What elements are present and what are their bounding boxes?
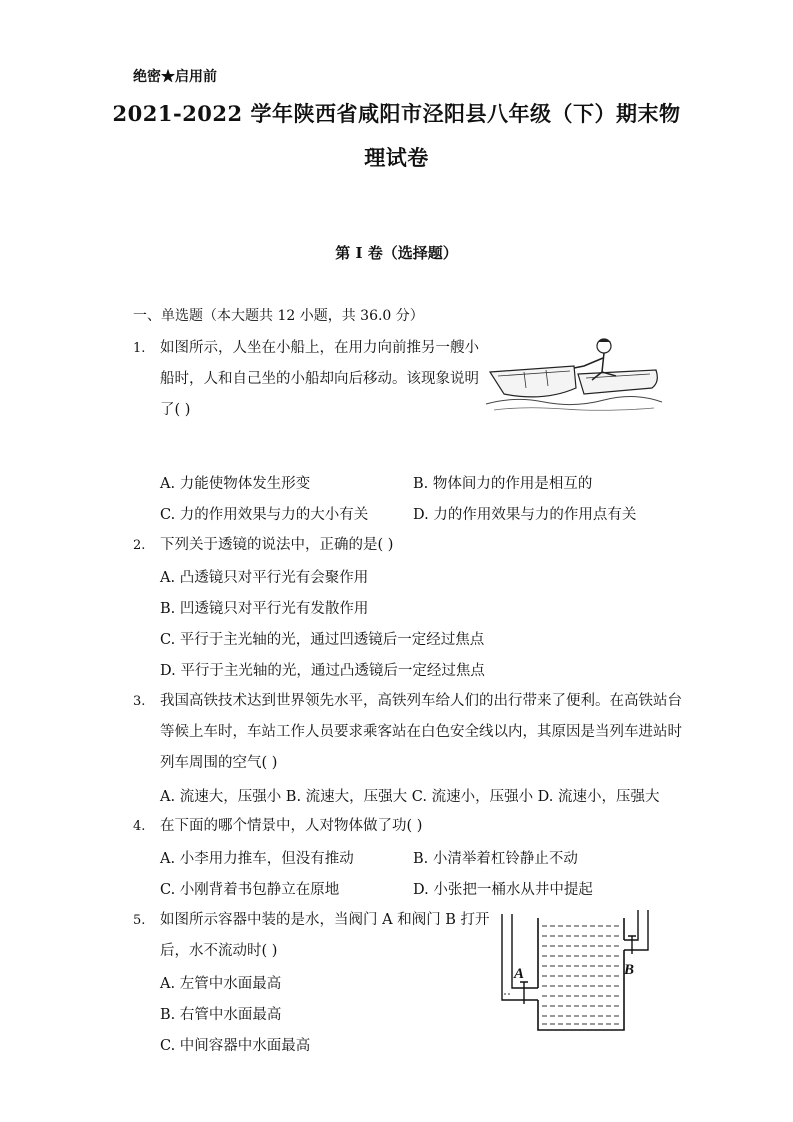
- question-4-option-c: C. 小刚背着书包静立在原地: [160, 882, 340, 898]
- question-1-option-c: C. 力的作用效果与力的大小有关: [160, 507, 369, 523]
- question-1-line3: 了( ): [160, 402, 191, 418]
- question-5-option-a: A. 左管中水面最高: [160, 976, 282, 992]
- exam-title-line1: 2021-2022 学年陕西省咸阳市泾阳县八年级（下）期末物: [112, 101, 681, 126]
- question-1-option-b: B. 物体间力的作用是相互的: [413, 476, 593, 492]
- question-3-options: A. 流速大，压强小 B. 流速大，压强大 C. 流速小，压强小 D. 流速小，压强大: [160, 789, 660, 805]
- volume-heading: 第 I 卷（选择题）: [335, 244, 458, 262]
- part-heading: 一、单选题（本大题共 12 小题，共 36.0 分）: [133, 308, 424, 324]
- exam-title-line2: 理试卷: [364, 145, 429, 170]
- question-4-option-b: B. 小清举着杠铃静止不动: [413, 851, 578, 867]
- question-1-number: 1.: [133, 341, 146, 356]
- question-4-option-a: A. 小李用力推车，但没有推动: [160, 851, 354, 867]
- question-2-number: 2.: [133, 538, 146, 553]
- question-4-option-d: D. 小张把一桶水从井中提起: [413, 882, 593, 898]
- question-3-number: 3.: [133, 694, 146, 709]
- question-2-option-b: B. 凹透镜只对平行光有发散作用: [160, 601, 369, 617]
- question-4-number: 4.: [133, 819, 146, 834]
- question-1-option-a: A. 力能使物体发生形变: [160, 476, 311, 492]
- question-2-line1: 下列关于透镜的说法中，正确的是( ): [160, 537, 394, 553]
- question-3-line1: 我国高铁技术达到世界领先水平，高铁列车给人们的出行带来了便利。在高铁站台: [160, 693, 682, 709]
- container-figure: [498, 910, 660, 1034]
- boat-figure: [484, 336, 664, 416]
- valve-a-label: A: [514, 966, 525, 982]
- question-5-line2: 后，水不流动时( ): [160, 943, 278, 959]
- question-3-line3: 列车周围的空气( ): [160, 755, 278, 771]
- question-5-line1: 如图所示容器中装的是水，当阀门 A 和阀门 B 打开: [160, 912, 490, 928]
- question-5-number: 5.: [133, 913, 146, 928]
- valve-b-label: B: [624, 962, 635, 978]
- question-2-option-c: C. 平行于主光轴的光，通过凹透镜后一定经过焦点: [160, 632, 485, 648]
- question-4-line1: 在下面的哪个情景中，人对物体做了功( ): [160, 818, 423, 834]
- question-5-option-b: B. 右管中水面最高: [160, 1007, 282, 1023]
- question-2-option-d: D. 平行于主光轴的光，通过凸透镜后一定经过焦点: [160, 663, 485, 679]
- question-1-line2: 船时，人和自己坐的小船却向后移动。该现象说明: [160, 371, 479, 387]
- question-1-line1: 如图所示，人坐在小船上，在用力向前推另一艘小: [160, 340, 479, 356]
- secret-mark: 绝密★启用前: [133, 69, 217, 85]
- question-5-option-c: C. 中间容器中水面最高: [160, 1038, 311, 1054]
- question-2-option-a: A. 凸透镜只对平行光有会聚作用: [160, 570, 369, 586]
- question-1-option-d: D. 力的作用效果与力的作用点有关: [413, 507, 637, 523]
- question-3-line2: 等候上车时，车站工作人员要求乘客站在白色安全线以内，其原因是当列车进站时: [160, 724, 682, 740]
